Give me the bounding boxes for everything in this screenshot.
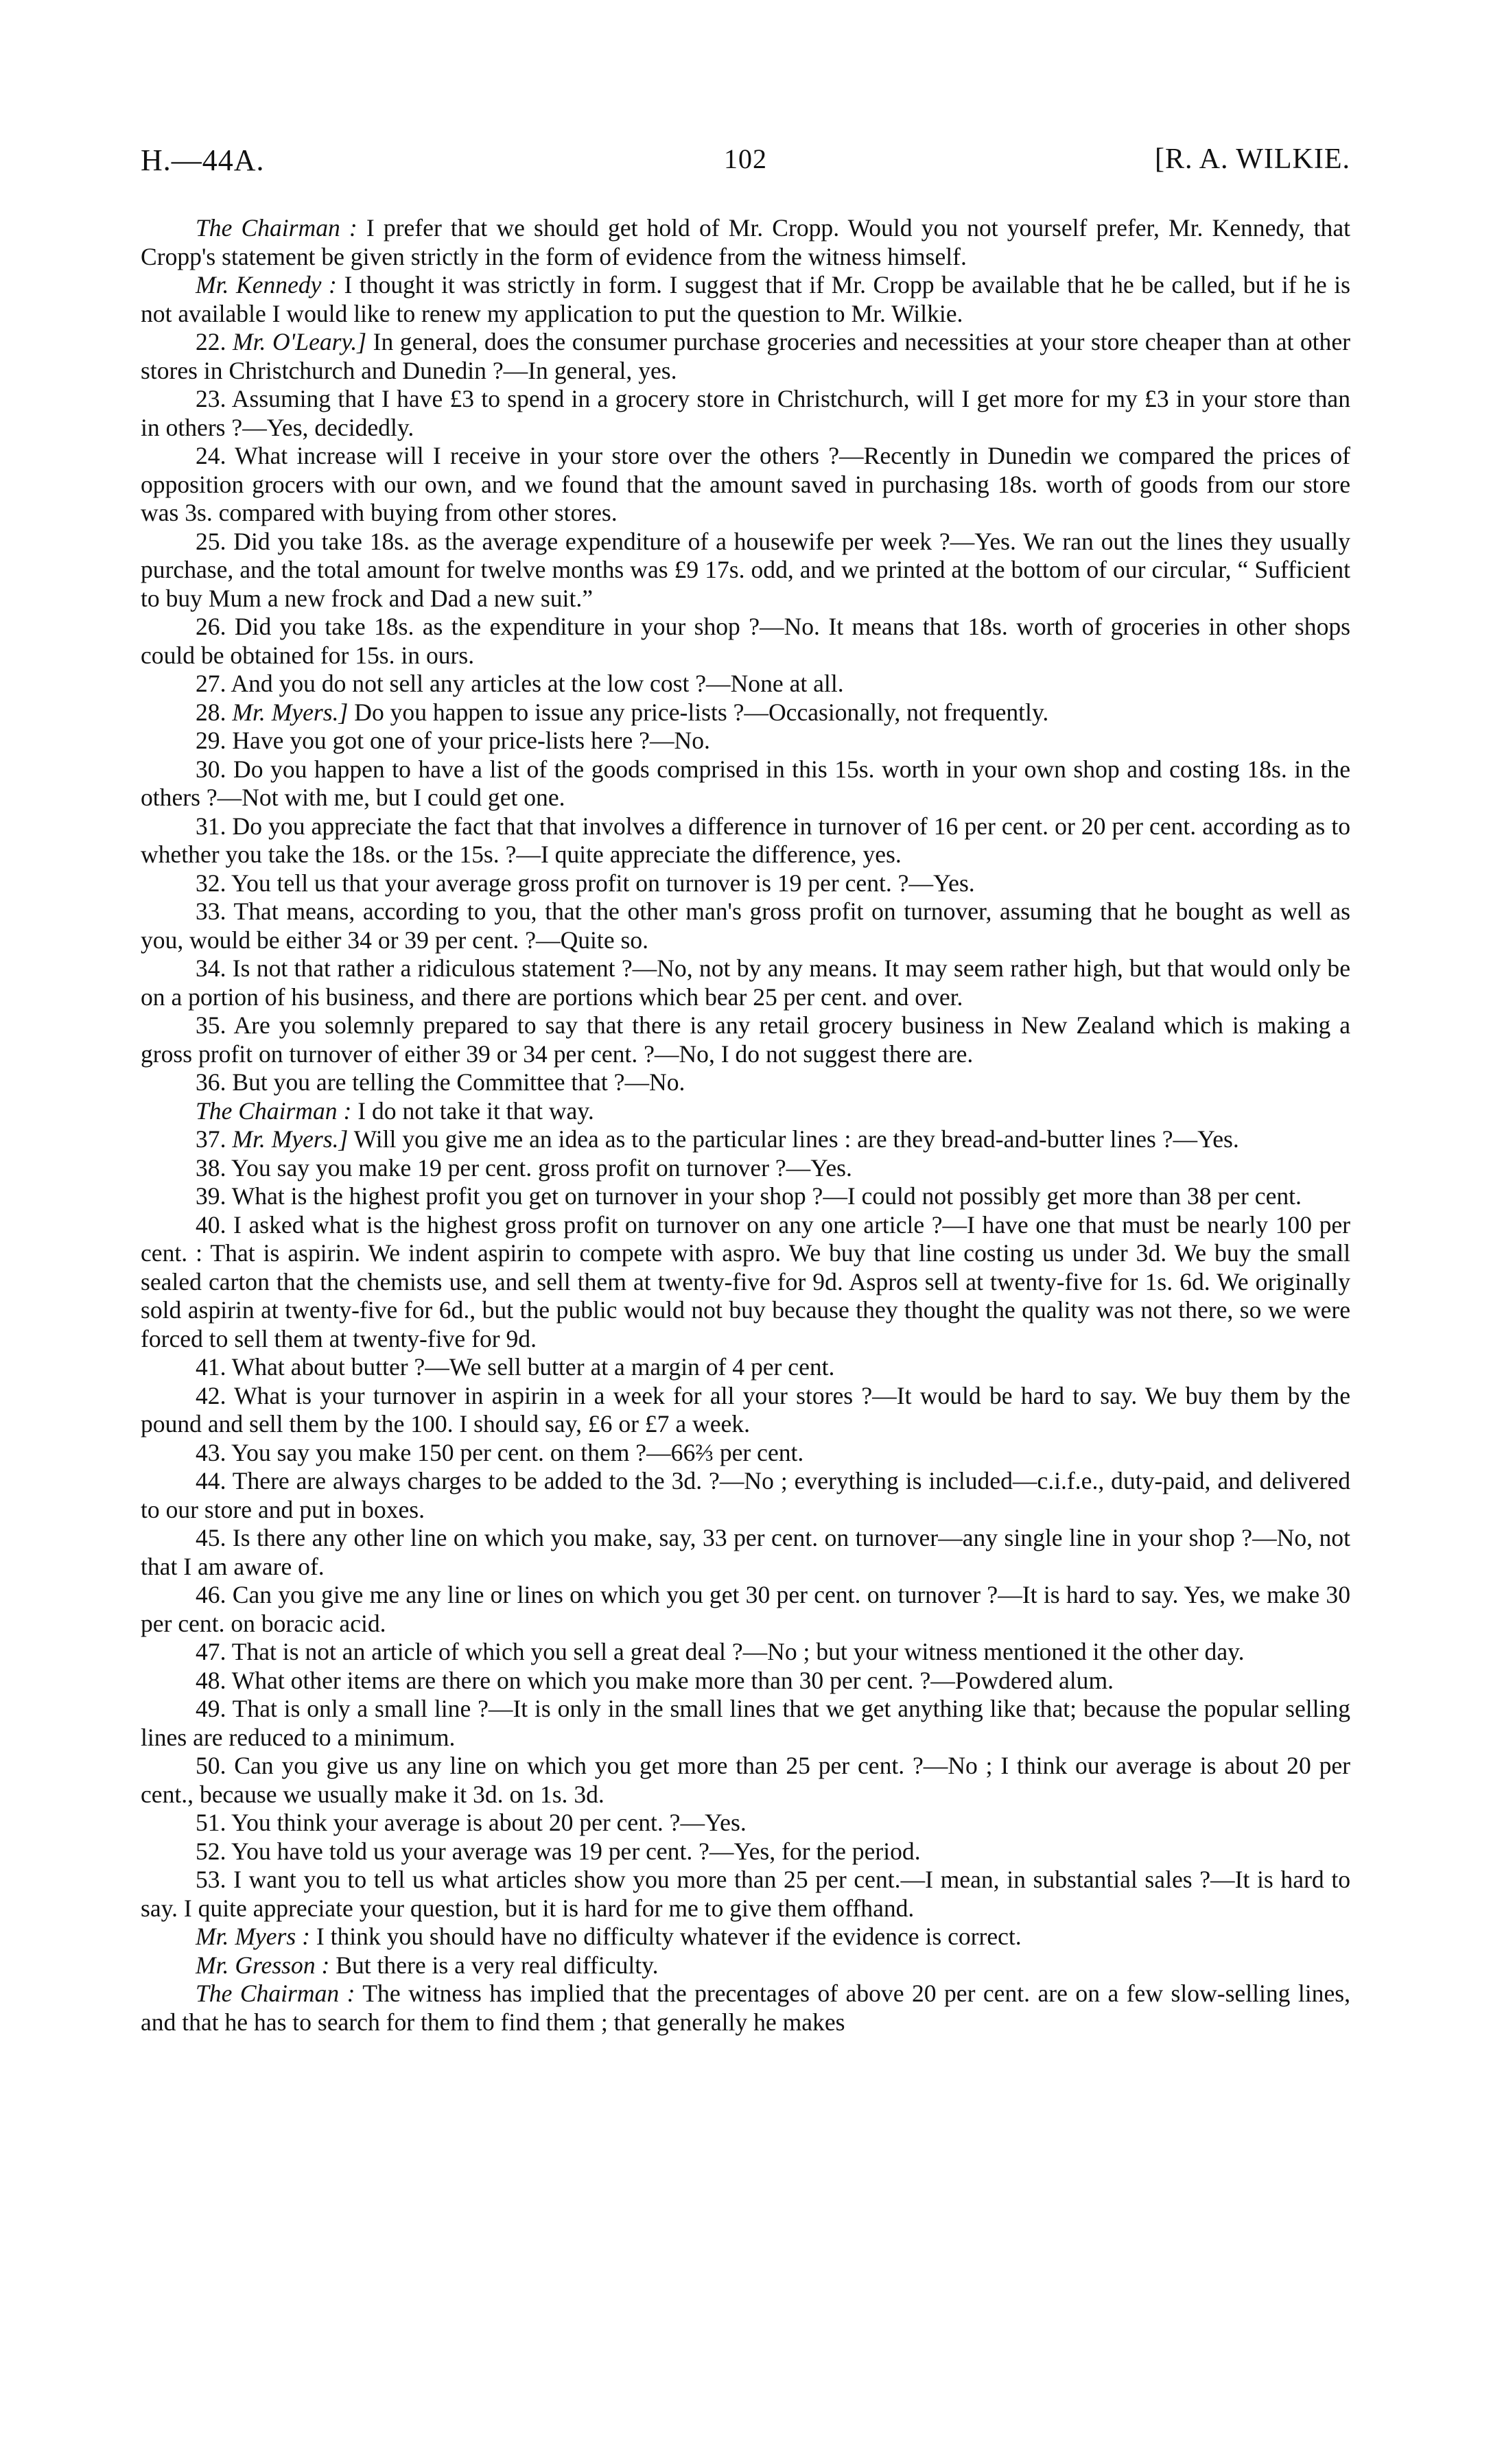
- paragraph-text: 24. What increase will I receive in your store over the others ?—Recently in Dunedin we compared the prices of opposition grocers with our own, and we found that the amount saved in purchasing 18s. worth of goods from our store was 3s. compared with buying from other stores.: [141, 442, 1350, 526]
- speaker-name: Mr. Gresson :: [196, 1951, 330, 1979]
- paragraph: [141, 442, 1350, 528]
- speaker-name: Mr. Myers.]: [232, 698, 349, 726]
- paragraph-text: I thought it was strictly in form. I suggest that if Mr. Cropp be available that he be called, but if he is not available I would like to renew my application to put the question to Mr. Wilkie.: [141, 271, 1350, 327]
- paragraph: [141, 727, 1350, 755]
- paragraph: [141, 1667, 1350, 1696]
- paragraph: [141, 1097, 1350, 1126]
- paragraph-text: 51. You think your average is about 20 per cent. ?—Yes.: [196, 1809, 747, 1836]
- paragraph: [141, 271, 1350, 328]
- paragraph: [141, 1382, 1350, 1439]
- paragraph: [141, 1125, 1350, 1154]
- paragraph-text: In general, does the consumer purchase groceries and necessities at your store cheaper than at other stores in Christchurch and Dunedin ?—In general, yes.: [141, 328, 1350, 384]
- paragraph: [141, 812, 1350, 869]
- paragraph: [141, 328, 1350, 385]
- paragraph: [141, 613, 1350, 670]
- question-number: 28.: [196, 698, 233, 726]
- paragraph-text: But there is a very real difficulty.: [329, 1951, 659, 1979]
- paragraph: [141, 1011, 1350, 1068]
- page-header: [141, 143, 1350, 184]
- paragraph-text: 49. That is only a small line ?—It is only in the small lines that we get anything like that; because the popular selling lines are reduced to a minimum.: [141, 1695, 1350, 1751]
- paragraph-text: 40. I asked what is the highest gross profit on turnover on any one article ?—I have one that must be nearly 100 per cent. : That is aspirin. We indent aspirin to compete with aspro. We buy that line costing us under 3d. We buy the small sealed carton that the chemists use, and sell them at twenty-five for 9d. Aspros sell at twenty-five for 1s. 6d. We originally sold aspirin at twenty-five for 6d., but the public would not buy because they thought the quality was not there, so we were forced to sell them at twenty-five for 9d.: [141, 1210, 1350, 1352]
- page-number: 102: [724, 143, 767, 174]
- paragraph: [141, 1182, 1350, 1211]
- paragraph-text: 29. Have you got one of your price-lists here ?—No.: [196, 727, 710, 754]
- speaker-name: Mr. O'Leary.]: [233, 328, 367, 355]
- paragraph: [141, 1581, 1350, 1638]
- paragraph-text: I prefer that we should get hold of Mr. Cropp. Would you not yourself prefer, Mr. Kennedy, that Cropp's statement be given strictly in the form of evidence from the witness himself.: [141, 214, 1350, 270]
- paragraph-text: Do you happen to issue any price-lists ?—Occasionally, not frequently.: [348, 698, 1049, 726]
- paragraph: [141, 1524, 1350, 1581]
- paragraph-text: 53. I want you to tell us what articles show you more than 25 per cent.—I mean, in substantial sales ?—It is hard to say. I quite appreciate your question, but it is hard for me to give them offhand.: [141, 1866, 1350, 1922]
- paragraph-text: 33. That means, according to you, that the other man's gross profit on turnover, assuming that he bought as well as you, would be either 34 or 39 per cent. ?—Quite so.: [141, 897, 1350, 954]
- speaker-name: The Chairman :: [196, 1980, 355, 2007]
- paragraph: [141, 1752, 1350, 1809]
- paragraph-text: 36. But you are telling the Committee that ?—No.: [196, 1068, 685, 1096]
- paragraph: [141, 1980, 1350, 2037]
- paragraph: [141, 670, 1350, 699]
- paragraph-text: 26. Did you take 18s. as the expenditure in your shop ?—No. It means that 18s. worth of groceries in other shops could be obtained for 15s. in ours.: [141, 613, 1350, 669]
- paragraph: [141, 1951, 1350, 1980]
- paragraph-text: 41. What about butter ?—We sell butter at a margin of 4 per cent.: [196, 1353, 835, 1381]
- paragraph-text: 34. Is not that rather a ridiculous statement ?—No, not by any means. It may seem rather high, but that would only be on a portion of his business, and there are portions which bear 25 per cent. and over.: [141, 954, 1350, 1011]
- paragraph-text: 25. Did you take 18s. as the average expenditure of a housewife per week ?—Yes. We ran out the lines they usually purchase, and the total amount for twelve months was £9 17s. odd, and we printed at the bottom of our circular, “ Sufficient to buy Mum a new frock and Dad a new suit.”: [141, 527, 1350, 612]
- speaker-name: Mr. Kennedy :: [196, 271, 337, 298]
- paragraph-text: Will you give me an idea as to the particular lines : are they bread-and-butter lines ?—Yes.: [348, 1125, 1239, 1153]
- paragraph-text: 42. What is your turnover in aspirin in a week for all your stores ?—It would be hard to say. We buy them by the pound and sell them by the 100. I should say, £6 or £7 a week.: [141, 1381, 1350, 1438]
- paragraph-text: 46. Can you give me any line or lines on which you get 30 per cent. on turnover ?—It is hard to say. Yes, we make 30 per cent. on boracic acid.: [141, 1581, 1350, 1637]
- paragraph-text: 31. Do you appreciate the fact that that involves a difference in turnover of 16 per cent. or 20 per cent. according as to whether you take the 18s. or the 15s. ?—I quite appreciate the difference, yes.: [141, 812, 1350, 868]
- question-number: 37.: [196, 1125, 233, 1153]
- witness-name: [R. A. WILKIE.: [1154, 143, 1350, 175]
- paragraph-text: 30. Do you happen to have a list of the goods comprised in this 15s. worth in your own shop and costing 18s. in the others ?—Not with me, but I could get one.: [141, 755, 1350, 811]
- paragraph-text: 48. What other items are there on which you make more than 30 per cent. ?—Powdered alum.: [196, 1666, 1114, 1694]
- paragraph-text: I do not take it that way.: [351, 1096, 594, 1125]
- paragraph: [141, 1838, 1350, 1866]
- paragraph: [141, 1695, 1350, 1752]
- paragraph: [141, 1068, 1350, 1097]
- paragraph: [141, 528, 1350, 613]
- paragraph: [141, 1467, 1350, 1524]
- paragraph-text: 32. You tell us that your average gross profit on turnover is 19 per cent. ?—Yes.: [196, 869, 975, 897]
- paragraph: [141, 1866, 1350, 1923]
- paragraph: [141, 869, 1350, 898]
- paragraph: [141, 1923, 1350, 1951]
- paragraph: [141, 1211, 1350, 1354]
- paragraph: [141, 385, 1350, 442]
- paragraph: [141, 954, 1350, 1011]
- paragraph-text: I think you should have no difficulty whatever if the evidence is correct.: [309, 1923, 1022, 1950]
- paragraph-text: 38. You say you make 19 per cent. gross profit on turnover ?—Yes.: [196, 1153, 852, 1182]
- speaker-name: The Chairman :: [196, 1096, 352, 1125]
- paragraph-text: The witness has implied that the precentages of above 20 per cent. are on a few slow-selling lines, and that he has to search for them to find them ; that generally he makes: [141, 1980, 1350, 2036]
- speaker-name: Mr. Myers.]: [232, 1125, 349, 1153]
- document-body: [141, 214, 1350, 2037]
- paragraph-text: 44. There are always charges to be added to the 3d. ?—No ; everything is included—c.i.f.e., duty-paid, and delivered to our store and put in boxes.: [141, 1467, 1350, 1523]
- paragraph: [141, 1638, 1350, 1667]
- paragraph-text: 47. That is not an article of which you sell a great deal ?—No ; but your witness mentioned it the other day.: [196, 1638, 1245, 1665]
- paragraph-text: 45. Is there any other line on which you make, say, 33 per cent. on turnover—any single line in your shop ?—No, not that I am aware of.: [141, 1524, 1350, 1580]
- paragraph-text: 50. Can you give us any line on which you get more than 25 per cent. ?—No ; I think our average is about 20 per cent., because we usually make it 3d. on 1s. 3d.: [141, 1752, 1350, 1808]
- paragraph-text: 27. And you do not sell any articles at the low cost ?—None at all.: [196, 670, 844, 697]
- question-number: 22.: [196, 328, 233, 355]
- speaker-name: Mr. Myers :: [196, 1923, 310, 1950]
- paragraph: [141, 755, 1350, 812]
- paragraph-text: 35. Are you solemnly prepared to say that there is any retail grocery business in New Zealand which is making a gross profit on turnover of either 39 or 34 per cent. ?—No, I do not suggest there are.: [141, 1011, 1350, 1068]
- paragraph-text: 52. You have told us your average was 19 per cent. ?—Yes, for the period.: [196, 1837, 921, 1865]
- paragraph: [141, 1353, 1350, 1382]
- paragraph: [141, 1809, 1350, 1838]
- paragraph-text: 39. What is the highest profit you get on turnover in your shop ?—I could not possibly get more than 38 per cent.: [196, 1182, 1302, 1210]
- paragraph: [141, 1439, 1350, 1468]
- paragraph-text: 23. Assuming that I have £3 to spend in a grocery store in Christchurch, will I get more for my £3 in your store than in others ?—Yes, decidedly.: [141, 385, 1350, 441]
- paragraph-text: 43. You say you make 150 per cent. on them ?—66⅔ per cent.: [196, 1438, 804, 1466]
- paragraph: [141, 699, 1350, 727]
- speaker-name: The Chairman :: [196, 214, 357, 242]
- paragraph: [141, 214, 1350, 271]
- paragraph: [141, 897, 1350, 954]
- paragraph: [141, 1154, 1350, 1183]
- document-reference: H.—44A.: [141, 143, 265, 177]
